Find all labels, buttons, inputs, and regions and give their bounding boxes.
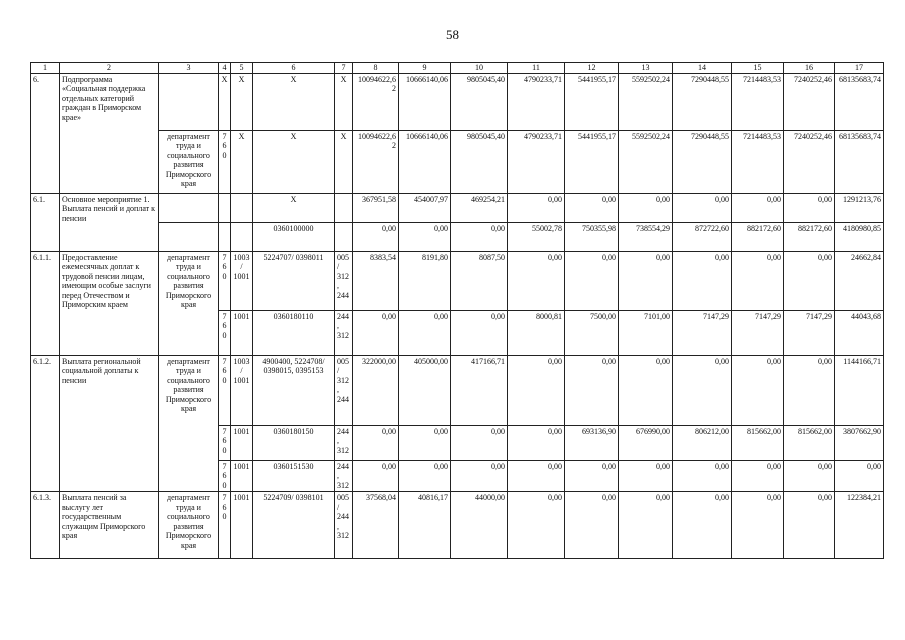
cell-c5: 1001 (231, 425, 253, 460)
value-cell: 44043,68 (835, 310, 884, 355)
value-cell: 7101,00 (619, 310, 673, 355)
value-cell: 122384,21 (835, 492, 884, 559)
cell-c7: X (335, 130, 353, 193)
value-cell: 0,00 (508, 425, 565, 460)
cell-empty (335, 193, 353, 222)
value-cell: 0,00 (508, 355, 565, 425)
cell-empty (231, 193, 253, 222)
value-cell: 55002,78 (508, 222, 565, 251)
value-cell: 0,00 (399, 460, 451, 492)
value-cell: 0,00 (673, 193, 732, 222)
col-header: 14 (673, 63, 732, 74)
value-cell: 0,00 (508, 492, 565, 559)
col-header: 8 (353, 63, 399, 74)
value-cell: 676990,00 (619, 425, 673, 460)
cell-c4: 760 (219, 492, 231, 559)
value-cell: 0,00 (673, 355, 732, 425)
cell-c7: X (335, 73, 353, 130)
value-cell: 0,00 (732, 355, 784, 425)
value-cell: 8087,50 (451, 251, 508, 310)
col-header: 13 (619, 63, 673, 74)
value-cell: 0,00 (508, 193, 565, 222)
value-cell: 0,00 (451, 460, 508, 492)
value-cell: 0,00 (565, 492, 619, 559)
cell-c6: 5224709/ 0398101 (253, 492, 335, 559)
value-cell: 0,00 (353, 310, 399, 355)
value-cell: 0,00 (508, 460, 565, 492)
value-cell: 7147,29 (784, 310, 835, 355)
item-name: Выплата пенсий за выслугу лет государственным служащим Приморского края (60, 492, 159, 559)
value-cell: 0,00 (732, 251, 784, 310)
table-row (31, 130, 884, 193)
value-cell: 4790233,71 (508, 130, 565, 193)
table-row (31, 355, 884, 425)
col-header: 1 (31, 63, 60, 74)
cell-c4: 760 (219, 130, 231, 193)
value-cell: 5592502,24 (619, 73, 673, 130)
value-cell: 0,00 (565, 355, 619, 425)
table-row (31, 492, 884, 559)
value-cell: 0,00 (673, 460, 732, 492)
item-name: Предоставление ежемесячных доплат к трудовой пенсии лицам, имеющим особые заслуги перед Отечеством и Приморским краем (60, 251, 159, 355)
value-cell: 5441955,17 (565, 73, 619, 130)
value-cell: 0,00 (835, 460, 884, 492)
value-cell: 7240252,46 (784, 73, 835, 130)
value-cell: 0,00 (673, 492, 732, 559)
cell-c6: 0360180150 (253, 425, 335, 460)
value-cell: 750355,98 (565, 222, 619, 251)
item-name: Основное мероприятие 1. Выплата пенсий и доплат к пенсии (60, 193, 159, 251)
value-cell: 0,00 (399, 310, 451, 355)
value-cell: 815662,00 (732, 425, 784, 460)
budget-table (30, 62, 884, 559)
value-cell: 8000,81 (508, 310, 565, 355)
value-cell: 3807662,90 (835, 425, 884, 460)
value-cell: 0,00 (673, 251, 732, 310)
value-cell: 0,00 (784, 251, 835, 310)
item-number: 6.1. (31, 193, 60, 251)
department-cell: департамент труда и социального развития Приморского края (159, 130, 219, 193)
cell-c5: 1001 (231, 492, 253, 559)
value-cell: 24662,84 (835, 251, 884, 310)
col-header: 16 (784, 63, 835, 74)
value-cell: 8383,54 (353, 251, 399, 310)
col-header: 9 (399, 63, 451, 74)
cell-empty (219, 193, 231, 222)
value-cell: 10666140,06 (399, 73, 451, 130)
value-cell: 417166,71 (451, 355, 508, 425)
value-cell: 454007,97 (399, 193, 451, 222)
value-cell: 0,00 (508, 251, 565, 310)
cell-empty (219, 222, 231, 251)
cell-c6: 0360180110 (253, 310, 335, 355)
item-name: Подпрограмма «Социальная поддержка отдельных категорий граждан в Приморском крае» (60, 73, 159, 193)
value-cell: 0,00 (784, 460, 835, 492)
cell-empty (159, 193, 219, 222)
value-cell: 882172,60 (732, 222, 784, 251)
department-cell: департамент труда и социального развития Приморского края (159, 251, 219, 355)
value-cell: 7290448,55 (673, 73, 732, 130)
col-header: 2 (60, 63, 159, 74)
value-cell: 0,00 (619, 193, 673, 222)
cell-c4: 760 (219, 355, 231, 425)
table-row (31, 222, 884, 251)
cell-c7: 244, 312 (335, 425, 353, 460)
header-row (31, 63, 884, 74)
cell-c5: 1003/ 1001 (231, 251, 253, 310)
value-cell: 68135683,74 (835, 130, 884, 193)
cell-empty (335, 222, 353, 251)
value-cell: 882172,60 (784, 222, 835, 251)
value-cell: 7240252,46 (784, 130, 835, 193)
cell-c6: 4900400, 5224708/ 0398015, 0395153 (253, 355, 335, 425)
value-cell: 0,00 (619, 355, 673, 425)
value-cell: 0,00 (565, 193, 619, 222)
col-header: 11 (508, 63, 565, 74)
cell-c6: X (253, 73, 335, 130)
value-cell: 0,00 (732, 492, 784, 559)
value-cell: 405000,00 (399, 355, 451, 425)
value-cell: 4790233,71 (508, 73, 565, 130)
cell-c7: 005/ 312, 244 (335, 251, 353, 310)
col-header: 5 (231, 63, 253, 74)
col-header: 17 (835, 63, 884, 74)
cell-c4: 760 (219, 425, 231, 460)
value-cell: 0,00 (619, 460, 673, 492)
value-cell: 5441955,17 (565, 130, 619, 193)
value-cell: 7500,00 (565, 310, 619, 355)
value-cell: 7214483,53 (732, 73, 784, 130)
cell-c6: X (253, 193, 335, 222)
cell-c5: 1001 (231, 310, 253, 355)
value-cell: 5592502,24 (619, 130, 673, 193)
value-cell: 693136,90 (565, 425, 619, 460)
value-cell: 0,00 (353, 460, 399, 492)
value-cell: 469254,21 (451, 193, 508, 222)
cell-c6: 0360100000 (253, 222, 335, 251)
cell-c4: 760 (219, 310, 231, 355)
value-cell: 8191,80 (399, 251, 451, 310)
cell-c4: X (219, 73, 231, 130)
value-cell: 322000,00 (353, 355, 399, 425)
value-cell: 0,00 (565, 251, 619, 310)
value-cell: 367951,58 (353, 193, 399, 222)
col-header: 6 (253, 63, 335, 74)
value-cell: 4180980,85 (835, 222, 884, 251)
col-header: 15 (732, 63, 784, 74)
value-cell: 10094622,62 (353, 73, 399, 130)
value-cell: 0,00 (399, 222, 451, 251)
value-cell: 10666140,06 (399, 130, 451, 193)
cell-c7: 244, 312 (335, 310, 353, 355)
col-header: 10 (451, 63, 508, 74)
item-number: 6.1.2. (31, 355, 60, 492)
value-cell: 7214483,53 (732, 130, 784, 193)
value-cell: 0,00 (784, 193, 835, 222)
col-header: 7 (335, 63, 353, 74)
value-cell: 0,00 (619, 492, 673, 559)
value-cell: 68135683,74 (835, 73, 884, 130)
cell-c7: 005/ 312, 244 (335, 355, 353, 425)
value-cell: 0,00 (353, 222, 399, 251)
cell-c4: 760 (219, 251, 231, 310)
cell-c7: 005/ 244, 312 (335, 492, 353, 559)
value-cell: 806212,00 (673, 425, 732, 460)
value-cell: 0,00 (732, 460, 784, 492)
cell-c7: 244, 312 (335, 460, 353, 492)
item-number: 6. (31, 73, 60, 193)
cell-c4: 760 (219, 460, 231, 492)
value-cell: 0,00 (784, 492, 835, 559)
item-number: 6.1.1. (31, 251, 60, 355)
cell-empty (159, 73, 219, 130)
cell-c6: 5224707/ 0398011 (253, 251, 335, 310)
value-cell: 815662,00 (784, 425, 835, 460)
value-cell: 0,00 (399, 425, 451, 460)
col-header: 3 (159, 63, 219, 74)
value-cell: 7147,29 (732, 310, 784, 355)
value-cell: 0,00 (451, 425, 508, 460)
value-cell: 0,00 (451, 222, 508, 251)
value-cell: 0,00 (353, 425, 399, 460)
value-cell: 0,00 (451, 310, 508, 355)
value-cell: 872722,60 (673, 222, 732, 251)
cell-c5: 1001 (231, 460, 253, 492)
item-name: Выплата региональной социальной доплаты к пенсии (60, 355, 159, 492)
item-number: 6.1.3. (31, 492, 60, 559)
value-cell: 0,00 (565, 460, 619, 492)
cell-c5: X (231, 130, 253, 193)
value-cell: 7290448,55 (673, 130, 732, 193)
value-cell: 0,00 (784, 355, 835, 425)
value-cell: 44000,00 (451, 492, 508, 559)
col-header: 12 (565, 63, 619, 74)
department-cell: департамент труда и социального развития Приморского края (159, 492, 219, 559)
cell-c5: X (231, 73, 253, 130)
value-cell: 738554,29 (619, 222, 673, 251)
cell-empty (159, 222, 219, 251)
cell-c5: 1003/ 1001 (231, 355, 253, 425)
table-row (31, 73, 884, 130)
table-row (31, 251, 884, 310)
value-cell: 10094622,62 (353, 130, 399, 193)
value-cell: 0,00 (619, 251, 673, 310)
col-header: 4 (219, 63, 231, 74)
value-cell: 37568,04 (353, 492, 399, 559)
value-cell: 9805045,40 (451, 130, 508, 193)
value-cell: 1291213,76 (835, 193, 884, 222)
page-number: 58 (446, 27, 459, 42)
table-row (31, 193, 884, 222)
value-cell: 7147,29 (673, 310, 732, 355)
cell-c6: 0360151530 (253, 460, 335, 492)
cell-empty (231, 222, 253, 251)
value-cell: 0,00 (732, 193, 784, 222)
value-cell: 9805045,40 (451, 73, 508, 130)
department-cell: департамент труда и социального развития Приморского края (159, 355, 219, 492)
value-cell: 40816,17 (399, 492, 451, 559)
cell-c6: X (253, 130, 335, 193)
value-cell: 1144166,71 (835, 355, 884, 425)
